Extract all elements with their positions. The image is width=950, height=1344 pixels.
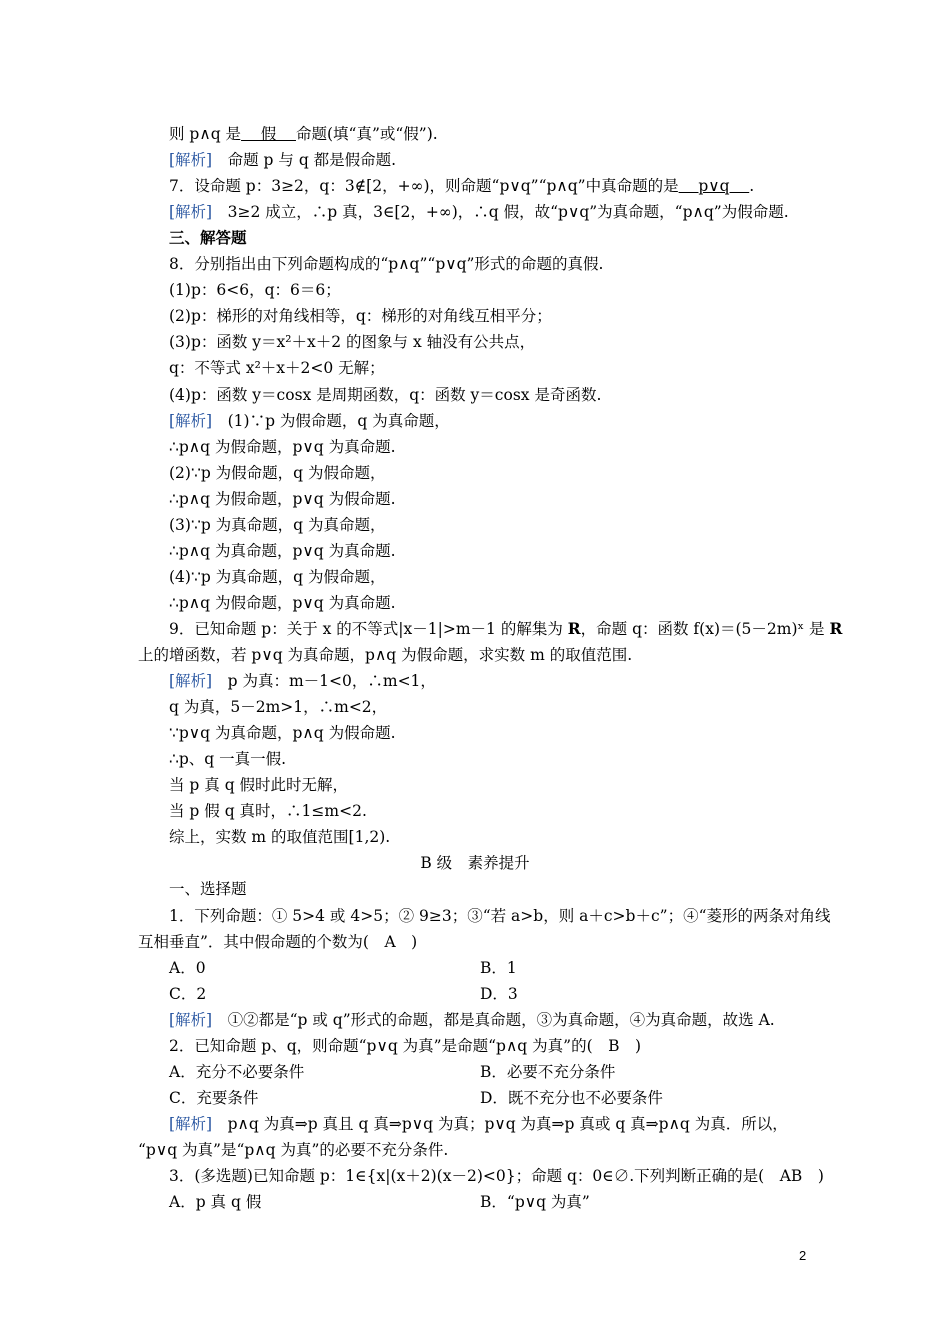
text-line — [169, 124, 438, 144]
text-run: 9．已知命题 p：关于 x 的不等式|x－1|>m－1 的解集为 — [169, 619, 568, 638]
text-line — [169, 1114, 788, 1134]
text-run: 1．下列命题：① 5>4 或 4>5；② 9≥3；③“若 a>b，则 a＋c>b＋c”；④“菱形的两条对角线 — [169, 906, 831, 925]
analysis-tag: [解析] — [169, 203, 213, 222]
text-line — [169, 202, 789, 222]
text-line — [169, 671, 436, 691]
text-line — [169, 463, 386, 483]
text-run: 2．已知命题 p、q，则命题“p∨q 为真”是命题“p∧q 为真”的( B ) — [169, 1036, 642, 1055]
page-number: 2 — [799, 1248, 807, 1263]
text-run: 3≥2 成立，∴p 真，3∈[2，+∞)，∴q 假，故“p∨q”为真命题，“p∧q”为假命题. — [212, 203, 789, 222]
answer-blank: 假 — [241, 125, 296, 143]
analysis-tag: [解析] — [169, 1114, 213, 1133]
text-run: ∴p∧q 为假命题，p∨q 为真命题. — [169, 593, 396, 612]
text-line — [169, 306, 552, 326]
text-run: . — [749, 177, 755, 196]
text-line — [169, 437, 396, 457]
text-line — [169, 150, 396, 170]
text-run: 7．设命题 p：3≥2，q：3∉[2，+∞)，则命题“p∨q”“p∧q”中真命题的是 — [169, 177, 679, 196]
text-run: ①②都是“p 或 q”形式的命题，都是真命题，③为真命题，④为真命题，故选 A. — [212, 1010, 775, 1029]
text-run: (2)p：梯形的对角线相等，q：梯形的对角线互相平分； — [169, 307, 552, 326]
text-run: ∴p∧q 为假命题，p∨q 为真命题. — [169, 437, 396, 456]
text-run: ，命题 q：函数 f(x)＝(5－2m)ˣ 是 — [580, 619, 830, 638]
option-text: A．充分不必要条件 — [169, 1062, 305, 1081]
text-run: (3)p：函数 y＝x²＋x＋2 的图象与 x 轴没有公共点， — [169, 333, 536, 352]
text-run: (1)p：6<6，q：6＝6； — [169, 281, 341, 300]
text-line — [169, 411, 450, 431]
text-run: p∧q 为真⇒p 真且 q 真⇒p∨q 为真；p∨q 为真⇒p 真或 q 真⇒p∧q 为真．所以， — [212, 1114, 788, 1133]
text-run: (2)∵p 为假命题，q 为假命题， — [169, 463, 386, 482]
text-run: 三、解答题 — [169, 228, 247, 248]
text-run: (1)∵p 为假命题，q 为真命题， — [212, 411, 450, 430]
option-text: D．3 — [480, 984, 518, 1003]
option-text: A．p 真 q 假 — [169, 1193, 262, 1212]
text-line — [169, 1010, 775, 1030]
text-run: 命题 p 与 q 都是假命题. — [212, 151, 397, 170]
text-run: R — [829, 618, 843, 638]
text-line — [169, 593, 396, 613]
text-line — [169, 228, 247, 248]
text-run: 8．分别指出由下列命题构成的“p∧q”“p∨q”形式的命题的真假. — [169, 255, 604, 274]
text-run: 当 p 真 q 假时此时无解， — [169, 776, 349, 795]
text-run: 则 p∧q 是 — [169, 125, 242, 143]
option-text: C．2 — [169, 984, 207, 1003]
text-run: (4)p：函数 y＝cosx 是周期函数，q：函数 y＝cosx 是奇函数. — [169, 385, 602, 404]
analysis-tag: [解析] — [169, 1010, 213, 1029]
text-run: ∴p、q 一真一假. — [169, 750, 287, 769]
analysis-tag: [解析] — [169, 411, 213, 430]
text-line — [169, 775, 348, 795]
section-heading — [0, 853, 950, 873]
text-line — [169, 176, 754, 196]
text-run: 上的增函数，若 p∨q 为真命题，p∧q 为假命题，求实数 m 的取值范围. — [138, 646, 633, 664]
text-run: 一、选择题 — [169, 880, 247, 899]
text-line — [169, 619, 842, 639]
text-line — [169, 801, 367, 821]
text-run: 命题(填“真”或“假”). — [295, 125, 438, 143]
option-text: C．充要条件 — [169, 1088, 259, 1107]
text-run: “p∨q 为真”是“p∧q 为真”的必要不充分条件. — [138, 1140, 449, 1159]
text-run: B 级 素养提升 — [420, 854, 530, 873]
text-line — [169, 515, 386, 535]
text-run: 当 p 假 q 真时，∴1≤m<2. — [169, 802, 367, 821]
text-line — [169, 723, 396, 743]
text-line — [169, 879, 247, 899]
text-run: (3)∵p 为真命题，q 为真命题， — [169, 515, 386, 534]
analysis-tag: [解析] — [169, 672, 213, 691]
text-line — [169, 385, 601, 405]
text-line — [169, 827, 390, 847]
text-line — [169, 1166, 824, 1186]
text-line — [138, 1140, 448, 1160]
option-text: B．1 — [480, 958, 517, 977]
text-line — [169, 906, 831, 926]
text-run: ∴p∧q 为假命题，p∨q 为假命题. — [169, 489, 396, 508]
text-run: q：不等式 x²＋x＋2<0 无解； — [169, 359, 385, 378]
answer-blank: p∨q — [678, 177, 750, 196]
text-run: ∵p∨q 为真命题，p∧q 为假命题. — [169, 724, 396, 743]
text-line — [138, 932, 417, 952]
text-line — [169, 541, 396, 561]
text-line — [138, 645, 632, 665]
text-line — [169, 567, 386, 587]
text-run: R — [567, 618, 581, 638]
option-text: D．既不充分也不必要条件 — [480, 1088, 663, 1107]
text-line — [169, 697, 387, 717]
option-text: B．“p∨q 为真” — [480, 1193, 590, 1212]
text-line — [169, 254, 603, 274]
text-line — [169, 332, 535, 352]
analysis-tag: [解析] — [169, 151, 213, 170]
text-line — [169, 489, 396, 509]
text-line — [169, 749, 286, 769]
text-run: 互相垂直”．其中假命题的个数为( A ) — [138, 932, 418, 951]
text-line — [169, 1036, 641, 1056]
option-text: B．必要不充分条件 — [480, 1062, 616, 1081]
text-run: 3．(多选题)已知命题 p：1∈{x|(x＋2)(x－2)<0}；命题 q：0∈∅.下列判断正确的是( AB ) — [169, 1167, 824, 1185]
text-run: 综上，实数 m 的取值范围[1,2). — [169, 828, 391, 847]
text-run: q 为真，5－2m>1，∴m<2， — [169, 698, 388, 717]
option-text: A．0 — [169, 958, 206, 977]
text-run: p 为真：m－1<0，∴m<1， — [212, 672, 436, 691]
text-line — [169, 358, 385, 378]
text-run: ∴p∧q 为真命题，p∨q 为真命题. — [169, 541, 396, 560]
text-line — [169, 280, 341, 300]
text-run: (4)∵p 为真命题，q 为假命题， — [169, 567, 386, 586]
